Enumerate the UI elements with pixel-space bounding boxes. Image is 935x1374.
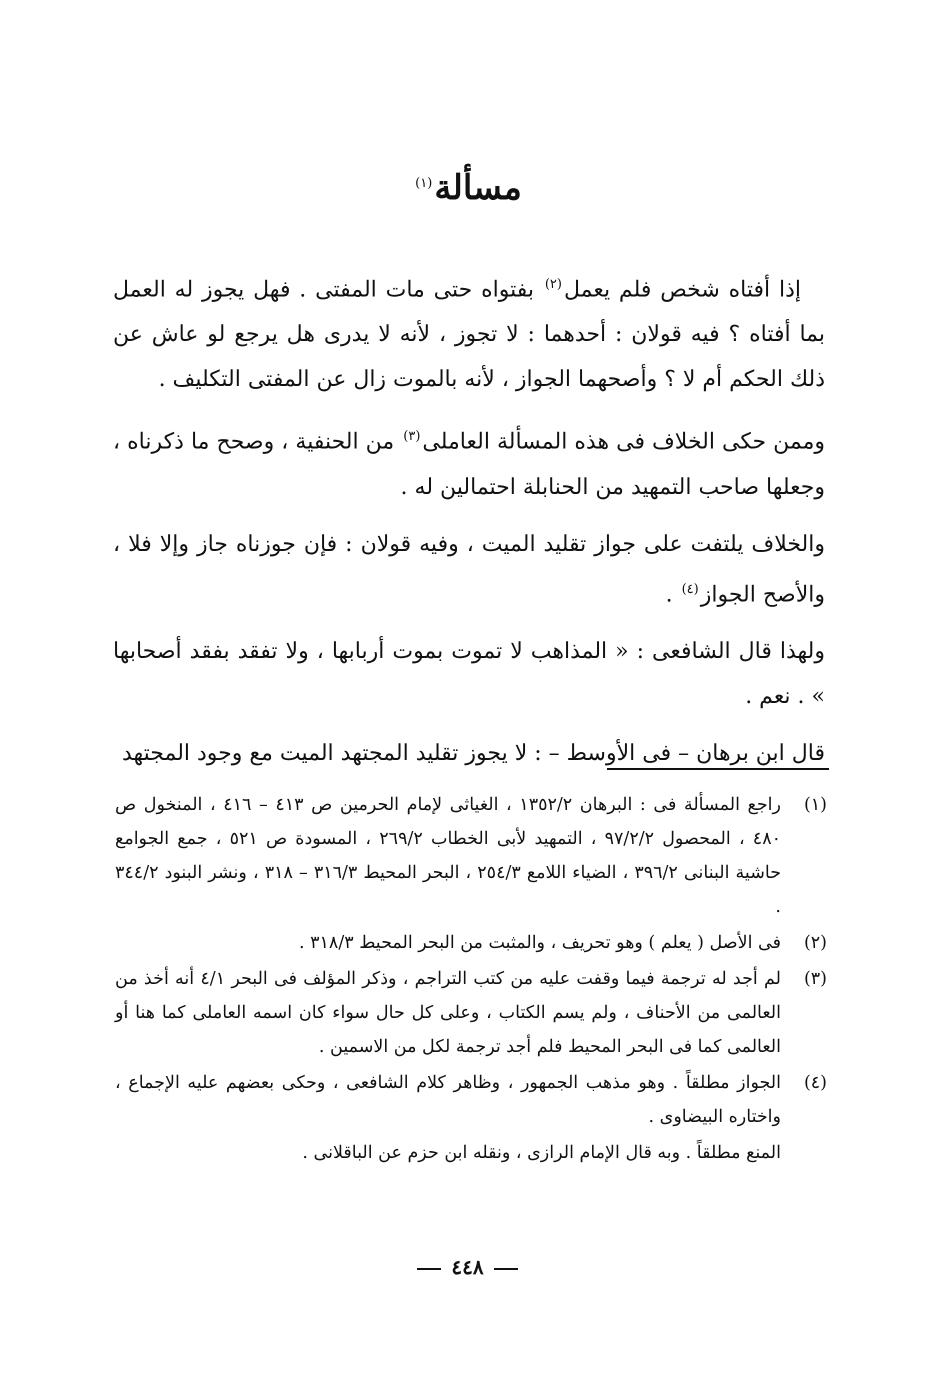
footnote-text: لم أجد له ترجمة فيما وقفت عليه من كتب التراجم ، وذكر المؤلف فى البحر ٤/١ أنه أخذ من العالمى من الأحناف ، ولم يسم الكتاب ، وعلى كل حال سواء كان اسمه العاملى كما هنا أو العالمى كما فى البحر المحيط فلم أجد ترجمة لكل من الاسمين . [115, 969, 781, 1057]
footnote-marker-3: (٣) [403, 429, 421, 445]
paragraph-2 [113, 414, 825, 509]
footnote-number: (١) [803, 795, 827, 815]
footnote-1 [115, 788, 827, 924]
paragraph-5: قال ابن برهان – فى الأوسط – : لا يجوز تقليد المجتهد الميت مع وجود المجتهد [121, 740, 825, 766]
footnote-marker-4: (٤) [681, 581, 699, 597]
footnote-2 [115, 926, 827, 960]
paragraph-3-part-b: . [665, 581, 680, 607]
paragraph-3-part-a: والخلاف يلتفت على جواز تقليد الميت ، وفيه قولان : فإن جوزناه جاز وإلا فلا ، والأصح الجواز [113, 531, 825, 607]
footnote-text: الجواز مطلقاً . وهو مذهب الجمهور ، وظاهر كلام الشافعى ، وحكى بعضهم عليه الإجماع ، واختاره البيضاوى . [115, 1073, 781, 1127]
paragraph-1-part-b: بفتواه حتى مات المفتى . فهل يجوز له العمل بما أفتاه ؟ فيه قولان : أحدهما : لا تجوز ، لأنه لا يدرى هل يرجع لو عاش عن ذلك الحكم أم لا ؟ وأصحهما الجواز ، لأنه بالموت زال عن المفتى التكليف . [113, 277, 825, 393]
section-title [0, 168, 935, 208]
page-number [0, 1255, 935, 1279]
footnote-4 [115, 1066, 827, 1134]
folio-dash-right [494, 1268, 518, 1270]
paragraph-3 [113, 522, 825, 617]
folio-dash-left [417, 1268, 441, 1270]
footnote-number: (٣) [803, 969, 827, 989]
footnote-text: راجع المسألة فى : البرهان ١٣٥٢/٢ ، الغياثى لإمام الحرمين ص ٤١٣ – ٤١٦ ، المنخول ص ٤٨٠ ، المحصول ٩٧/٢/٢ ، التمهيد لأبى الخطاب ٢٦٩/٢ ، المسودة ص ٥٢١ ، جمع الجوامع حاشية البنانى ٣٩٦/٢ ، الضياء اللامع ٢٥٤/٣ ، البحر المحيط ٣١٦/٣ – ٣١٨ ، ونشر البنود ٣٤٤/٢ . [115, 795, 782, 917]
main-text [113, 262, 825, 788]
section-title-footnote-marker: (١) [415, 175, 433, 191]
footnote-3 [115, 962, 827, 1064]
paragraph-2-part-b: من الحنفية ، وصحح ما ذكرناه ، وجعلها صاحب التمهيد من الحنابلة احتمالين له . [113, 429, 825, 500]
footnote-4-continuation: المنع مطلقاً . وبه قال الإمام الرازى ، ونقله ابن حزم عن الباقلانى . [302, 1143, 781, 1163]
footnotes [115, 788, 827, 1170]
footnote-marker-2: (٢) [544, 277, 562, 292]
footnote-separator [607, 768, 829, 770]
footnote-number: (٢) [803, 933, 827, 953]
footnote-number: (٤) [803, 1073, 827, 1093]
paragraph-1 [113, 262, 825, 402]
paragraph-4: ولهذا قال الشافعى : « المذاهب لا تموت بموت أربابها ، ولا تفقد بفقد أصحابها » . نعم . [113, 638, 825, 709]
footnote-text: فى الأصل ( يعلم ) وهو تحريف ، والمثبت من البحر المحيط ٣١٨/٣ . [298, 933, 781, 953]
paragraph-1-part-a: إذا أفتاه شخص فلم يعمل [563, 277, 801, 303]
section-title-text: مسألة [434, 168, 522, 208]
paragraph-2-part-a: وممن حكى الخلاف فى هذه المسألة العاملى [422, 429, 826, 455]
page-number-text: ٤٤٨ [451, 1255, 484, 1279]
